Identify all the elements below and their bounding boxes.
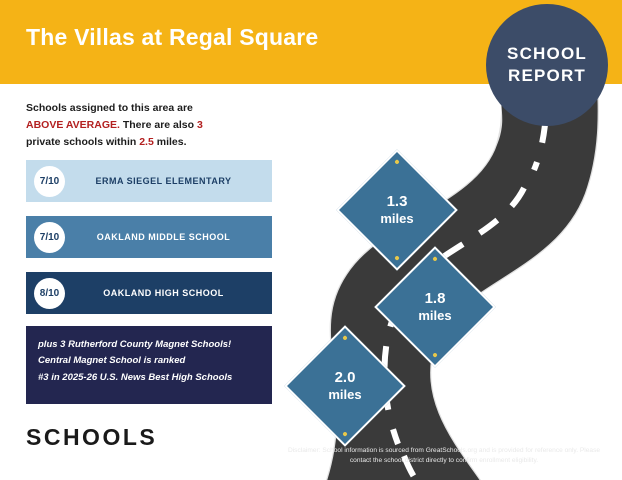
intro-text xyxy=(26,100,256,151)
bolt-icon xyxy=(342,335,348,341)
school-row[interactable] xyxy=(26,216,272,258)
distance-unit: miles xyxy=(418,308,452,324)
school-row[interactable] xyxy=(26,272,272,314)
intro-part-1: Schools assigned to this area are xyxy=(26,102,193,114)
schools-logo: SCHOOLS xyxy=(26,424,158,450)
school-score: 7/10 xyxy=(34,166,65,197)
bolt-icon xyxy=(432,256,438,262)
bolt-icon xyxy=(432,352,438,358)
intro-radius: 2.5 xyxy=(139,136,154,148)
bolt-icon xyxy=(394,159,400,165)
badge-line-1: SCHOOL xyxy=(507,44,587,64)
bolt-icon xyxy=(394,255,400,261)
intro-part-3: private schools within xyxy=(26,136,140,148)
disclaimer-text: Disclaimer: School information is sourced from GreatSchools.org and is provided for reference only. Please contact the school district directly to confirm enrollment eligibility. xyxy=(287,447,601,465)
school-score: 8/10 xyxy=(34,278,65,309)
magnet-note-line-3: #3 in 2025-26 U.S. News Best High Schools xyxy=(38,371,233,383)
school-score: 7/10 xyxy=(34,222,65,253)
intro-part-4: miles. xyxy=(153,136,187,148)
distance-value: 2.0 xyxy=(334,368,356,386)
distance-unit: miles xyxy=(328,387,362,403)
magnet-schools-note xyxy=(26,326,272,404)
distance-value: 1.3 xyxy=(386,192,408,210)
school-name: OAKLAND HIGH SCHOOL xyxy=(103,288,224,298)
school-name: OAKLAND MIDDLE SCHOOL xyxy=(96,232,231,242)
school-report-badge xyxy=(486,4,608,126)
distance-value: 1.8 xyxy=(424,289,446,307)
school-name: ERMA SIEGEL ELEMENTARY xyxy=(95,176,232,186)
intro-private-count: 3 xyxy=(196,119,203,131)
page-title: The Villas at Regal Square xyxy=(26,24,319,50)
bolt-icon xyxy=(342,431,348,437)
intro-part-2: There are also xyxy=(119,119,197,131)
intro-highlight: ABOVE AVERAGE. xyxy=(26,119,120,131)
distance-unit: miles xyxy=(380,211,414,227)
school-row[interactable] xyxy=(26,160,272,202)
magnet-note-line-2: Central Magnet School is ranked xyxy=(38,355,186,367)
magnet-note-line-1: plus 3 Rutherford County Magnet Schools! xyxy=(38,339,232,350)
badge-line-2: REPORT xyxy=(507,66,587,85)
